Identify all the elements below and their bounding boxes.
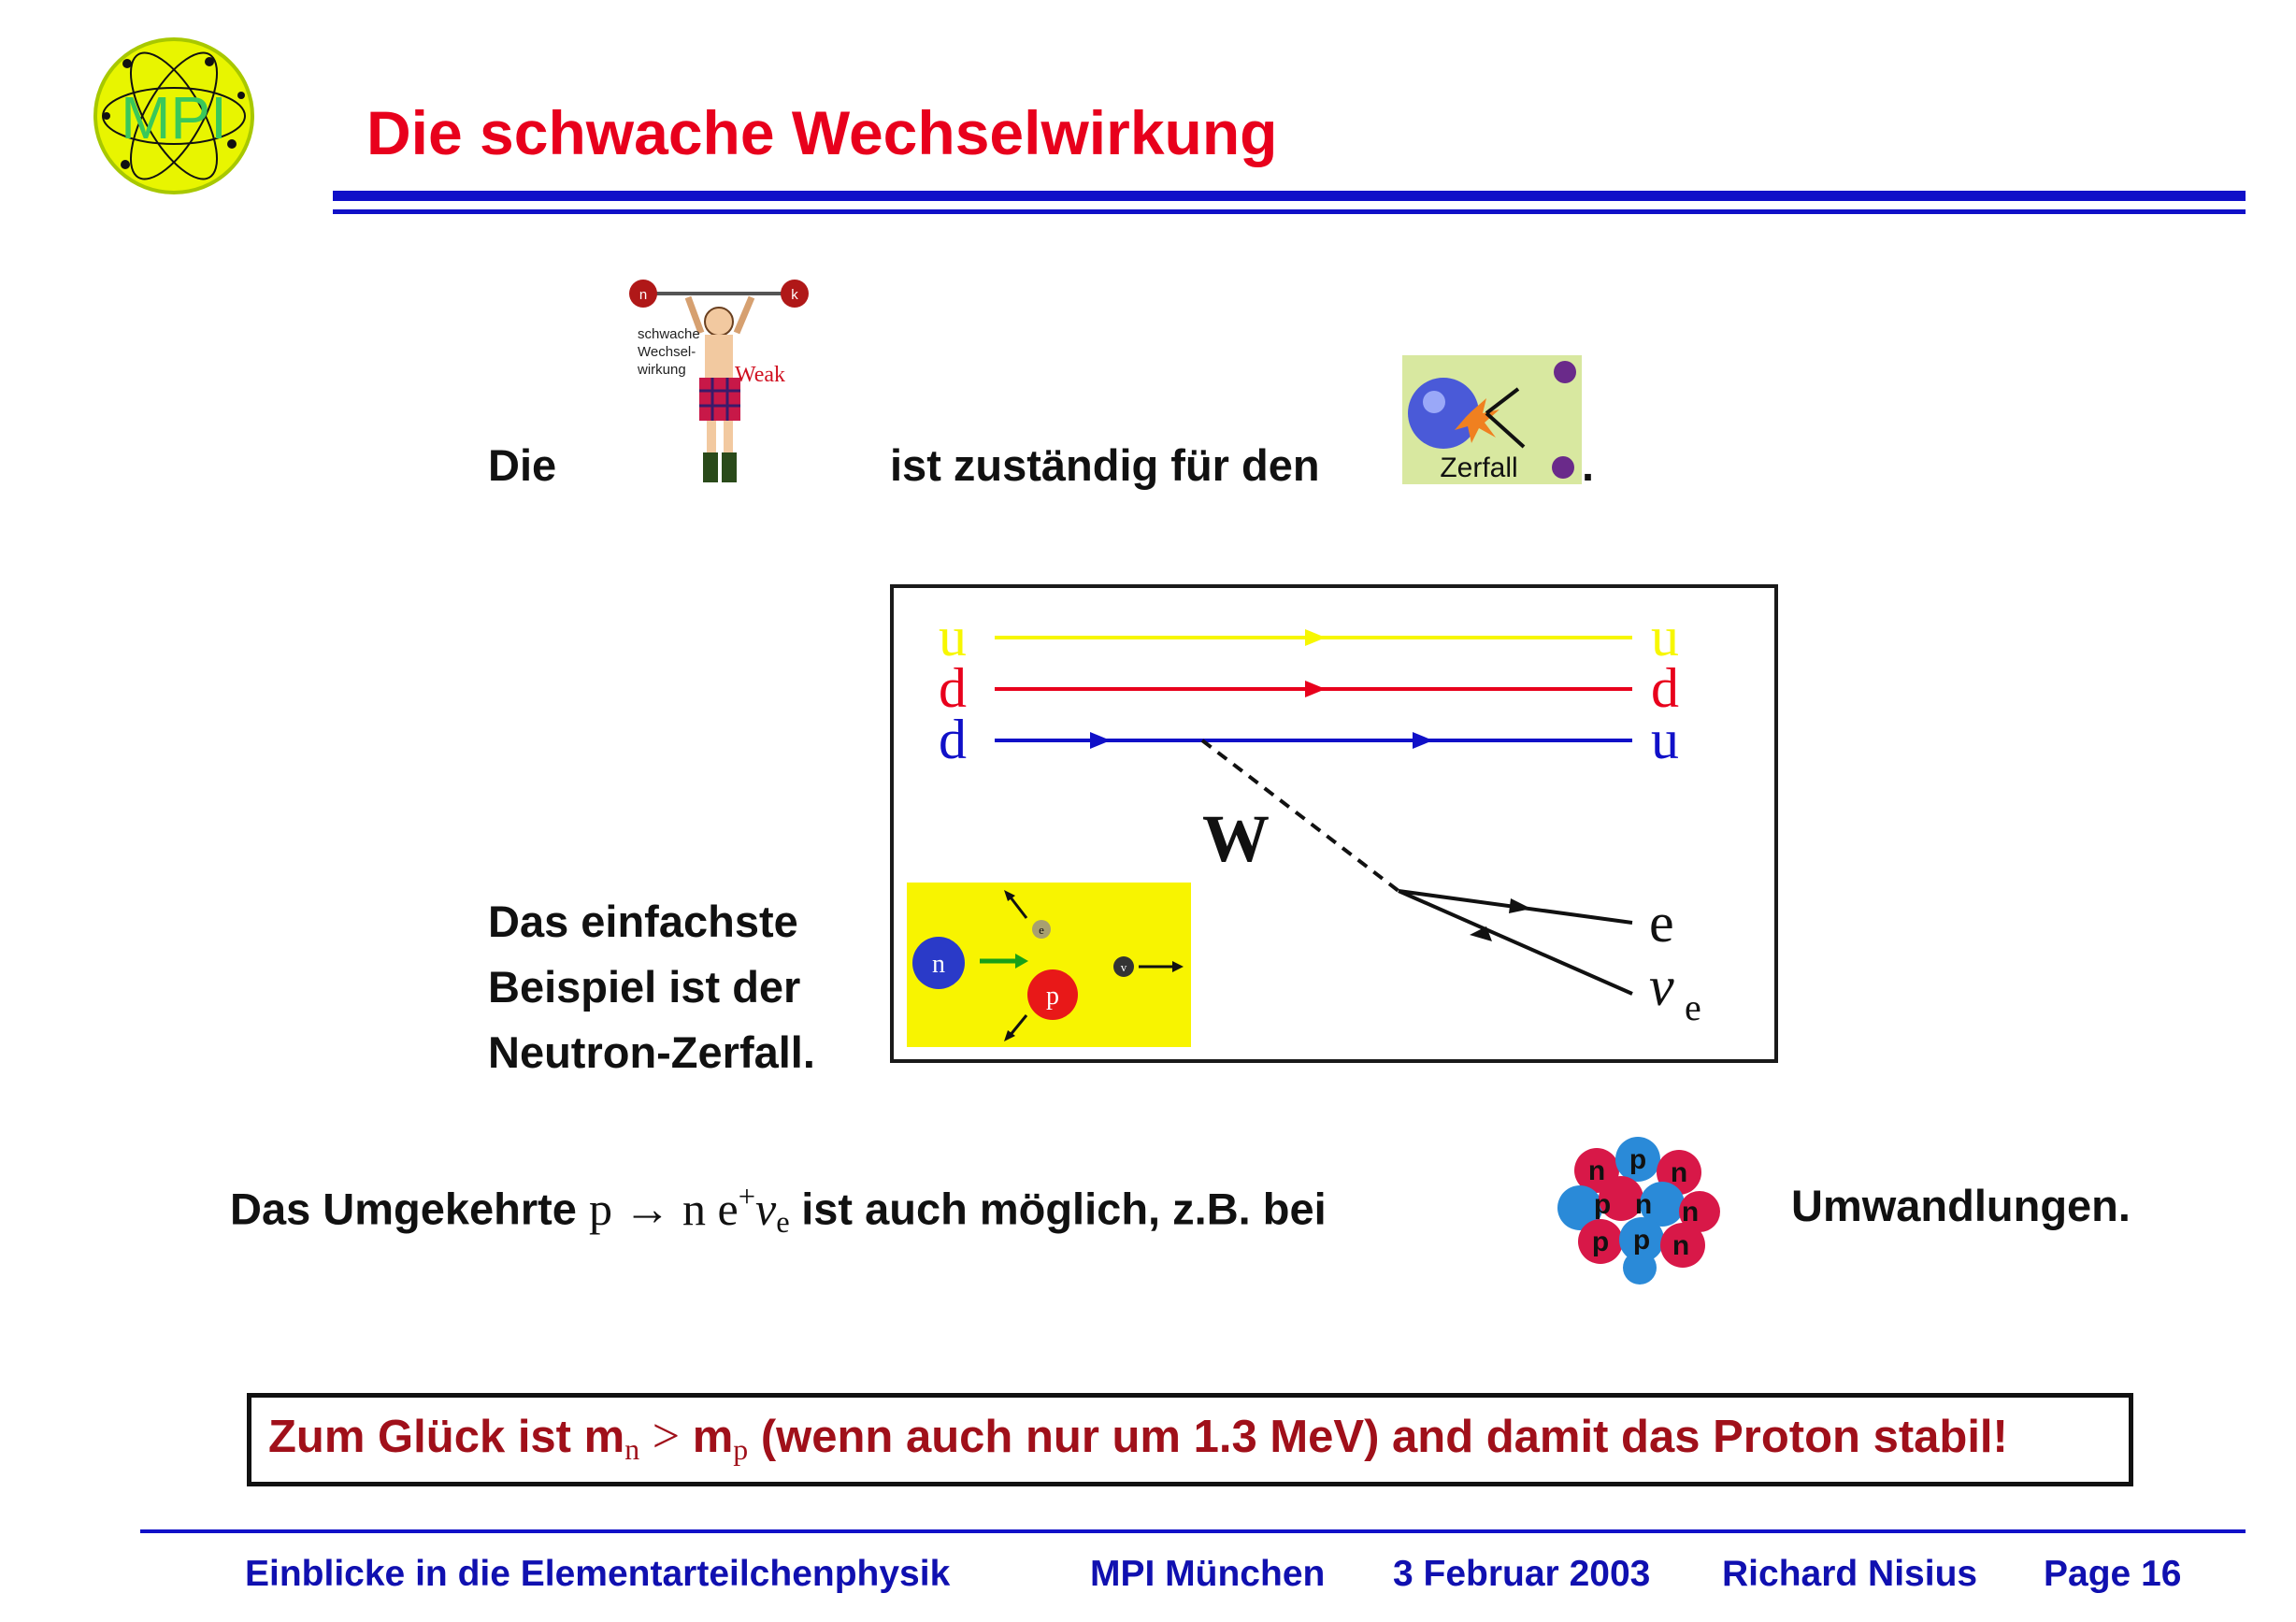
- svg-text:Zerfall: Zerfall: [1440, 452, 1518, 483]
- svg-text:n: n: [932, 950, 945, 979]
- svg-text:Wechsel-: Wechsel-: [638, 344, 696, 360]
- svg-text:n: n: [1670, 1157, 1688, 1188]
- footer-course: Einblicke in die Elementarteilchenphysik: [245, 1554, 951, 1594]
- conclusion-box: [247, 1393, 2133, 1486]
- reverse-process-row: [230, 1180, 1327, 1241]
- neutron-decay-line-3: Neutron-Zerfall.: [488, 1027, 815, 1077]
- svg-text:p: p: [1046, 982, 1059, 1011]
- svg-text:k: k: [791, 287, 798, 303]
- logo-text: MPI: [121, 84, 227, 151]
- footer-page-number: 16: [2141, 1554, 2182, 1594]
- svg-text:wirkung: wirkung: [638, 362, 686, 378]
- title-rule-thin: [333, 209, 2246, 214]
- svg-text:n: n: [1634, 1189, 1653, 1220]
- svg-text:n: n: [1587, 1155, 1606, 1186]
- intro-word-die: Die: [488, 440, 557, 490]
- title-rule-thick: [333, 191, 2246, 201]
- svg-text:n: n: [639, 287, 648, 303]
- svg-text:v: v: [1120, 960, 1127, 974]
- page-title: Die schwache Wechselwirkung: [366, 98, 1278, 167]
- footer-rule: [140, 1529, 2246, 1533]
- conclusion-text: Zum Glück ist $m_n > m_p$ (wenn auch nur um 1.3 MeV) and damit das Proton stabil!: [268, 1410, 2008, 1466]
- quark-left-d1: d: [939, 657, 967, 719]
- electron-label: e: [1649, 892, 1674, 954]
- neutrino-subscript: e: [1685, 986, 1701, 1028]
- footer-institute: MPI München: [1090, 1554, 1326, 1594]
- decay-illustration: [1402, 355, 1582, 484]
- intro-period: .: [1582, 440, 1595, 490]
- reverse-equation: p → n $e^+\nu_e$: [589, 1180, 790, 1240]
- svg-text:n: n: [1681, 1197, 1700, 1227]
- footer-page: [2044, 1554, 2181, 1595]
- footer-author: Richard Nisius: [1722, 1554, 1978, 1594]
- reverse-suffix: Umwandlungen.: [1791, 1181, 2131, 1230]
- intro-middle-text: ist zuständig für den: [890, 440, 1320, 490]
- svg-text:e: e: [1039, 923, 1044, 937]
- quark-left-d2: d: [939, 709, 967, 770]
- footer-date: 3 Februar 2003: [1393, 1554, 1651, 1594]
- svg-text:p: p: [1593, 1189, 1612, 1220]
- reverse-middle: ist auch möglich, z.B. bei: [801, 1184, 1327, 1234]
- svg-text:Weak: Weak: [735, 363, 786, 387]
- quark-left-u: u: [939, 606, 967, 667]
- weightlifter-illustration: [623, 267, 819, 486]
- reverse-prefix: Das Umgekehrte: [230, 1184, 577, 1234]
- quark-right-u: u: [1651, 606, 1679, 667]
- neutrino-label: ν: [1649, 955, 1674, 1017]
- w-boson-label: W: [1202, 801, 1270, 876]
- quark-right-u2: u: [1651, 709, 1679, 770]
- neutron-decay-illustration: [907, 883, 1191, 1047]
- svg-text:schwache: schwache: [638, 326, 700, 342]
- mpi-logo: [90, 34, 258, 198]
- footer-page-label: Page: [2044, 1554, 2131, 1594]
- svg-text:p: p: [1632, 1225, 1651, 1256]
- neutron-decay-line-1: Das einfachste: [488, 897, 798, 946]
- svg-text:p: p: [1591, 1227, 1610, 1257]
- neutron-decay-line-2: Beispiel ist der: [488, 962, 801, 1012]
- svg-text:n: n: [1672, 1230, 1690, 1261]
- nucleus-illustration: [1554, 1131, 1724, 1285]
- quark-right-d: d: [1651, 657, 1679, 719]
- svg-text:p: p: [1629, 1144, 1647, 1175]
